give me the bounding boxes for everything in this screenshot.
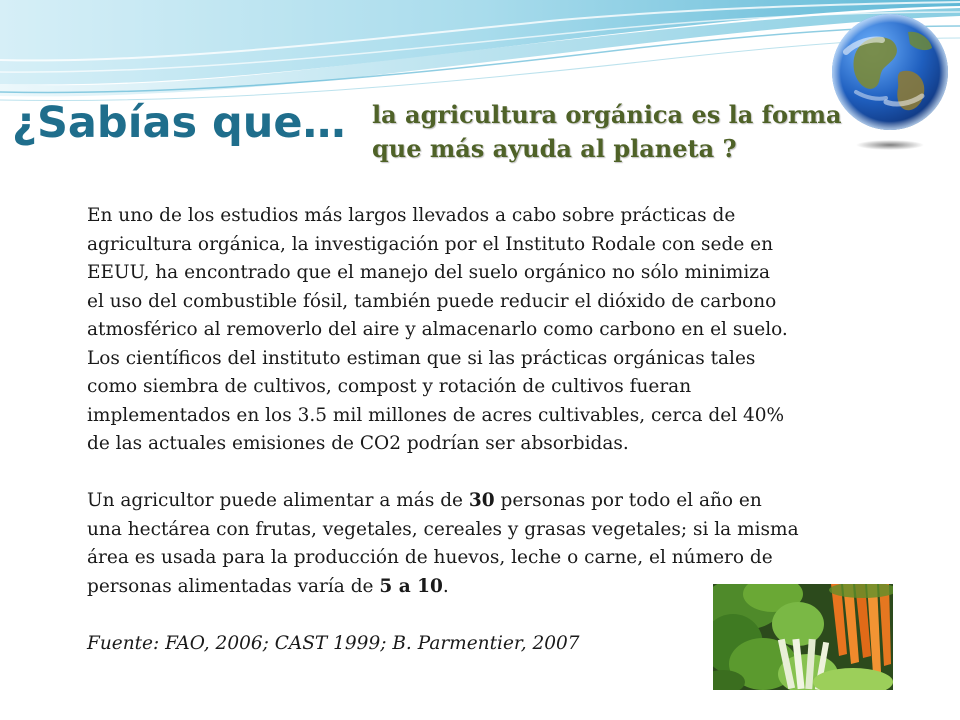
paragraph-gap — [87, 459, 847, 488]
vegetables-photo — [713, 584, 893, 690]
paragraph2-text: . — [442, 575, 449, 597]
slide-title: ¿Sabías que… — [12, 98, 346, 148]
slide-subtitle — [372, 98, 842, 166]
paragraph1-line: EEUU, ha encontrado que el manejo del suelo orgánico no sólo minimiza — [87, 262, 771, 283]
paragraph1-line: atmosférico al removerlo del aire y almacenarlo como carbono en el suelo. — [87, 319, 788, 340]
subtitle-line: que más ayuda al planeta ? — [372, 134, 737, 163]
paragraph1-line: Los científicos del instituto estiman que si las prácticas orgánicas tales — [87, 347, 756, 369]
paragraph1-line: como siembra de cultivos, compost y rotación de cultivos fueran — [87, 376, 692, 397]
paragraph2-line: una hectárea con frutas, vegetales, cereales y grasas vegetales; si la misma — [87, 518, 799, 540]
paragraph2-text: Un agricultor puede alimentar a más de — [87, 490, 469, 511]
paragraph1-line: implementados en los 3.5 mil millones de acres cultivables, cerca del 40% — [87, 404, 785, 426]
paragraph1-line: el uso del combustible fósil, también puede reducir el dióxido de carbono — [87, 290, 777, 312]
source-citation: Fuente: FAO, 2006; CAST 1999; B. Parmentier, 2007 — [87, 632, 580, 654]
bold-number: 30 — [468, 490, 495, 511]
paragraph2-line: área es usada para la producción de huevos, leche o carne, el número de — [87, 547, 773, 568]
paragraph2-text: personas alimentadas varía de — [87, 575, 380, 597]
paragraph1-line: de las actuales emisiones de CO2 podrían ser absorbidas. — [87, 433, 629, 454]
paragraph1-line: En uno de los estudios más largos llevados a cabo sobre prácticas de — [87, 205, 736, 226]
paragraph2-text: personas por todo el año en — [494, 490, 762, 511]
paragraph1-line: agricultura orgánica, la investigación por el Instituto Rodale con sede en — [87, 233, 774, 255]
subtitle-line: la agricultura orgánica es la forma — [372, 100, 842, 129]
bold-range: 5 a 10 — [379, 575, 443, 597]
paragraph2-line — [87, 487, 847, 516]
earth-globe-icon — [826, 12, 954, 152]
